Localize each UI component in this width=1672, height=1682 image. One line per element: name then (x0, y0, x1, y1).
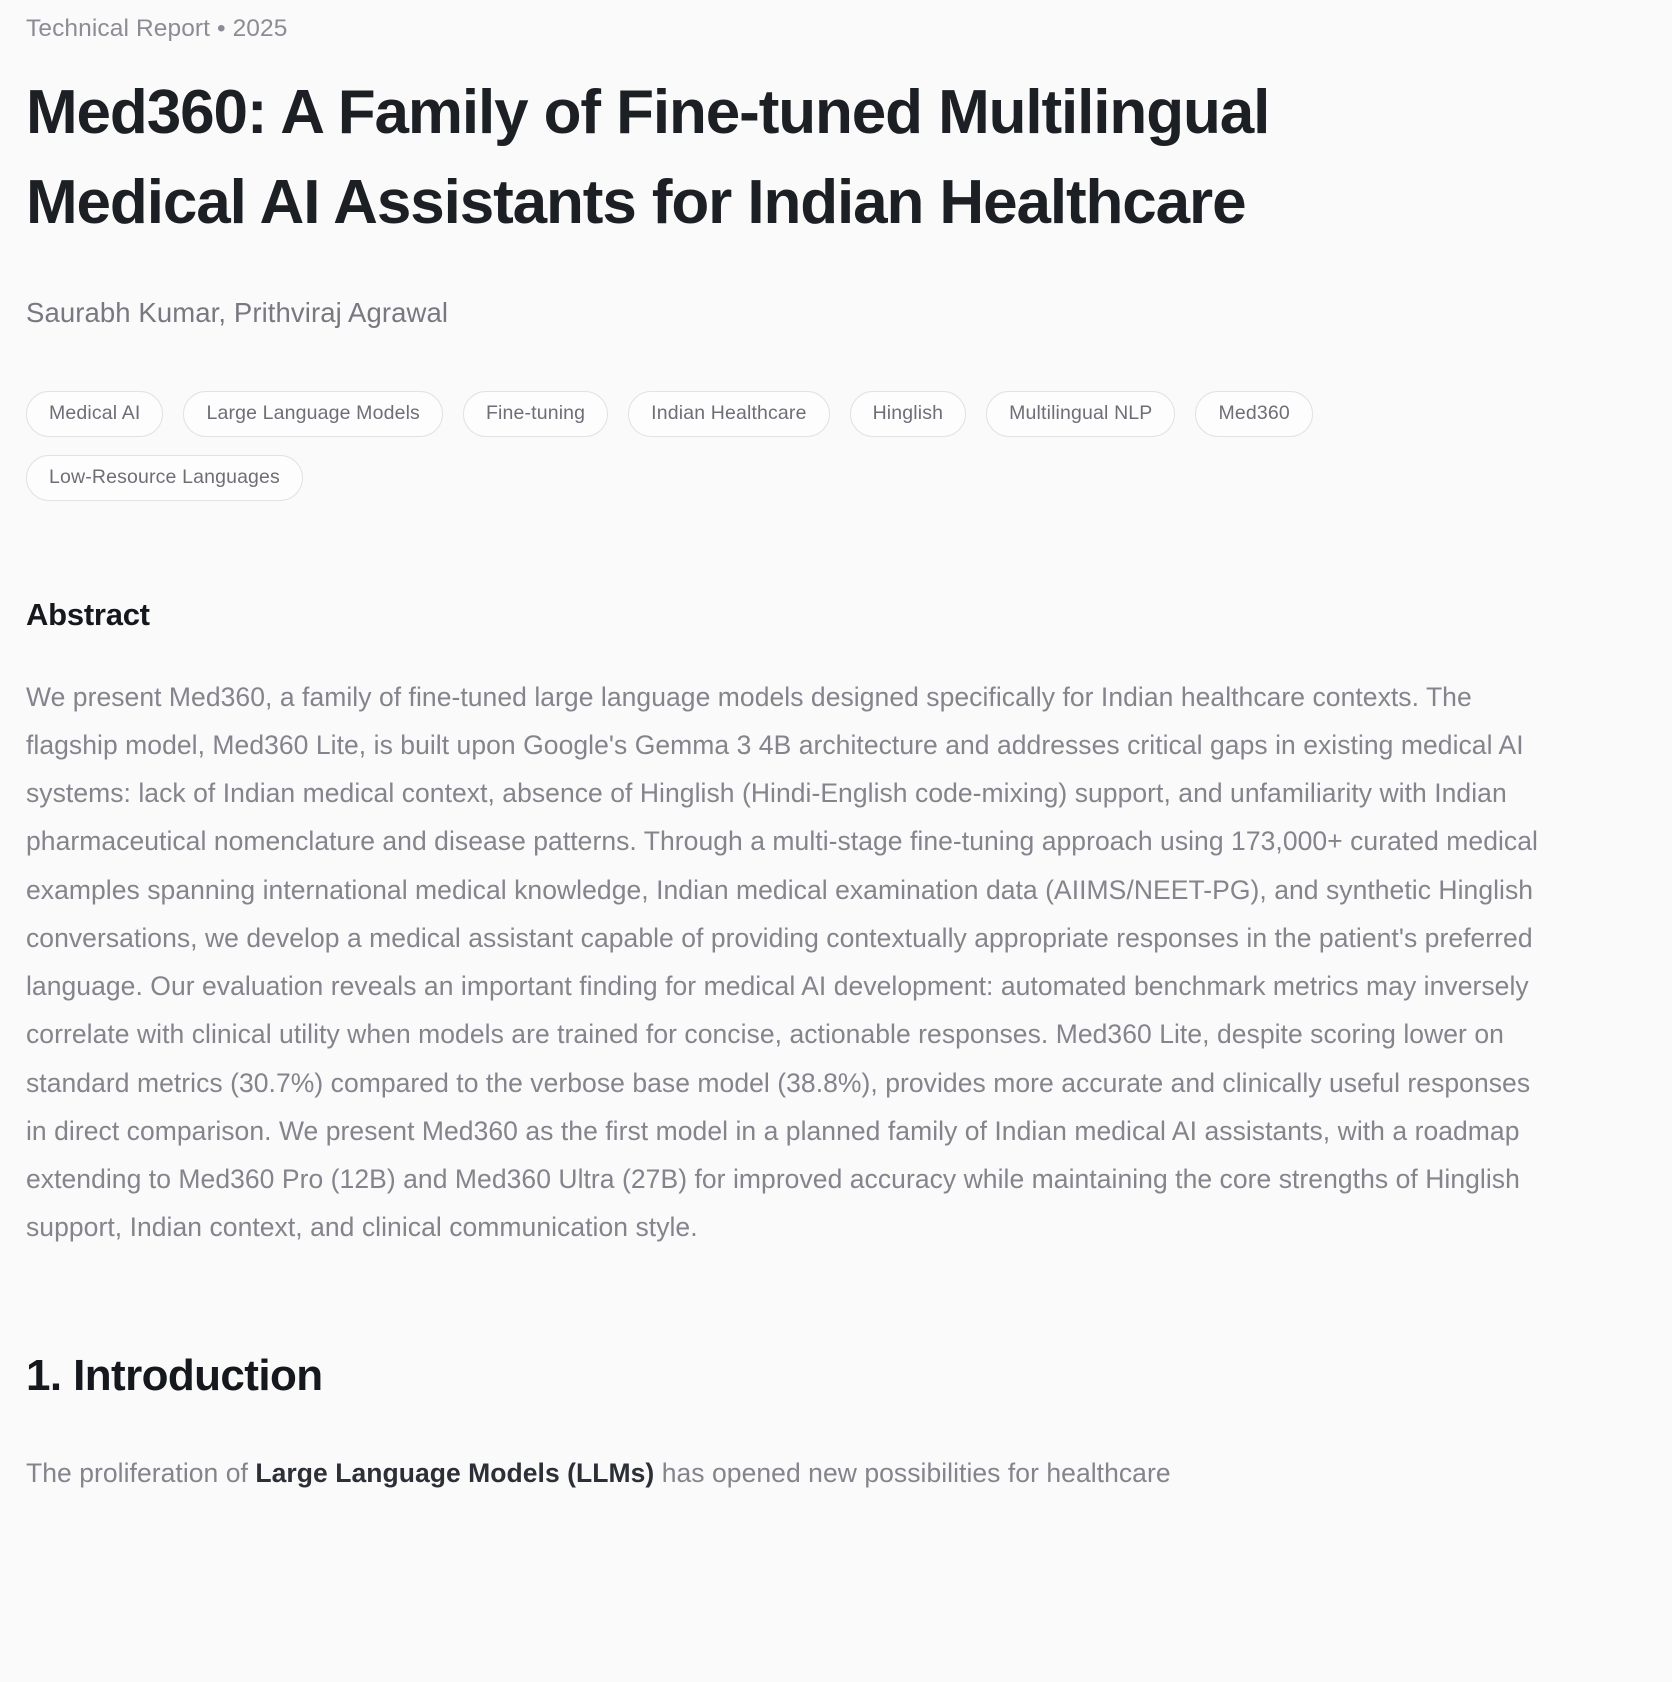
keyword-tag[interactable]: Med360 (1195, 391, 1312, 437)
keyword-list (26, 391, 1456, 501)
intro-term-llm: Large Language Models (LLMs) (255, 1458, 655, 1489)
abstract-text: We present Med360, a family of fine-tuned large language models designed specifically for Indian healthcare contexts. The flagship model, Med360 Lite, is built upon Google's Gemma 3 4B architecture and addresses critical gaps in existing medical AI systems: lack of Indian medical context, absence of Hinglish (Hindi-English code-mixing) support, and unfamiliarity with Indian pharmaceutical nomenclature and disease patterns. Through a multi-stage fine-tuning approach using 173,000+ curated medical examples spanning international medical knowledge, Indian medical examination data (AIIMS/NEET-PG), and synthetic Hinglish conversations, we develop a medical assistant capable of providing contextually appropriate responses in the patient's preferred language. Our evaluation reveals an important finding for medical AI development: automated benchmark metrics may inversely correlate with clinical utility when models are trained for concise, actionable responses. Med360 Lite, despite scoring lower on standard metrics (30.7%) compared to the verbose base model (38.8%), provides more accurate and clinically useful responses in direct comparison. We present Med360 as the first model in a planned family of Indian medical AI assistants, with a roadmap extending to Med360 Pro (12B) and Med360 Ultra (27B) for improved accuracy while maintaining the core strengths of Hinglish support, Indian context, and clinical communication style. (26, 681, 1538, 1243)
keyword-tag[interactable]: Multilingual NLP (986, 391, 1175, 437)
author-list: Saurabh Kumar, Prithviraj Agrawal (26, 296, 449, 328)
introduction-paragraph (26, 1449, 1538, 1497)
abstract-section (26, 597, 1646, 1252)
intro-text-suffix: has opened new possibilities for healthcare (654, 1458, 1171, 1489)
keyword-tag[interactable]: Fine-tuning (463, 391, 608, 437)
document-meta: Technical Report • 2025 (26, 15, 288, 42)
keyword-tag[interactable]: Low-Resource Languages (26, 455, 303, 501)
introduction-section (26, 1351, 1646, 1497)
page-title: Med360: A Family of Fine-tuned Multilingual Medical AI Assistants for Indian Healthcare (26, 78, 1270, 237)
keyword-tag[interactable]: Hinglish (850, 391, 967, 437)
keyword-tag[interactable]: Large Language Models (183, 391, 442, 437)
keyword-tag[interactable]: Medical AI (26, 391, 163, 437)
introduction-heading: 1. Introduction (26, 1351, 323, 1401)
intro-text-prefix: The proliferation of (26, 1458, 256, 1489)
keyword-tag[interactable]: Indian Healthcare (628, 391, 829, 437)
abstract-heading: Abstract (26, 596, 150, 632)
